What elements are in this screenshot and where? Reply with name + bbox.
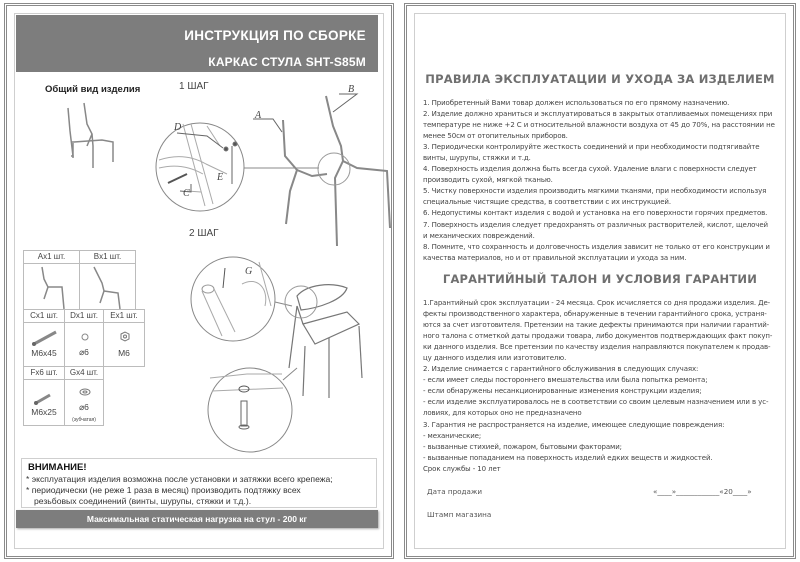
sale-date-field[interactable]: «____»____________«20____» [653, 487, 752, 496]
part-e-header: Ex1 шт. [104, 310, 144, 323]
general-view-chair-icon [68, 103, 113, 168]
care-and-warranty-page [404, 3, 796, 559]
part-d-header: Dx1 шт. [65, 310, 103, 323]
part-d-size: ⌀6 [79, 347, 89, 357]
rules-line: 2. Изделие должно храниться и эксплуатироваться в закрытых отапливаемых помещениях при [423, 110, 773, 119]
rules-line: температуре не ниже +2 С и относительной влажности воздуха от 45 до 70%, на расстоянии не [423, 121, 775, 130]
part-b-cell [79, 250, 136, 310]
warranty-line: - вызванные стихией, пожаром, бытовыми факторами; [423, 442, 622, 451]
part-a-header: Ax1 шт. [24, 251, 79, 264]
step1-label: 1 ШАГ [179, 81, 209, 92]
assembly-instructions-page [4, 3, 394, 559]
part-f-cell [23, 366, 65, 426]
warranty-line: - вызванные попаданием на поверхность изделий едких веществ и жидкостей. [423, 453, 713, 462]
rules-line: качества материалов, но и от правильной эксплуатации и ухода за ним. [423, 253, 687, 262]
warning-line-2: * периодически (не реже 1 раза в месяц) производить подтяжку всех [26, 485, 301, 495]
step2-label: 2 ШАГ [189, 228, 219, 239]
warranty-line: 3. Гарантия не распространяется на изделие, имеющее следующие повреждения: [423, 420, 725, 429]
step1-frame-b-icon [326, 96, 390, 246]
part-e-cell [103, 309, 145, 367]
rules-line: специальные чистящие средства, в соответствии с их инструкцией. [423, 198, 671, 207]
warranty-line: ловиях, для которых оно не предназначено [423, 409, 582, 418]
warranty-line: фекты производственного характера, обнаруженные в течении гарантийного срока, устраня- [423, 310, 767, 319]
store-stamp-label: Штамп магазина [427, 510, 492, 519]
warranty-line: 2. Изделие снимается с гарантийного обслуживания в следующих случаях: [423, 365, 699, 374]
rules-line: 7. Поверхность изделия следует предохранять от различных растворителей, кислот, щелочей [423, 220, 768, 229]
sale-date-label: Дата продажи [427, 487, 483, 496]
rules-line: 3. Периодически контролируйте жесткость соединений и при необходимости подтягивайте [423, 143, 760, 152]
step2-detail-circle-bottom [208, 368, 292, 452]
rules-line: 5. Чистку поверхности изделия производить мягкими тканями, при необходимости используя [423, 187, 767, 196]
callout-g: G [245, 266, 253, 277]
callout-e: E [217, 172, 224, 183]
rules-line: 8. Помните, что сохранность и долговечность изделия зависит не только от его конструкции и [423, 242, 770, 251]
rules-line: винты, шурупы, стяжки и т.д. [423, 154, 531, 163]
callout-a: A [255, 110, 262, 121]
warranty-line: ного талона с отметкой даты продажи товара, либо документов подтверждающих факт покуп- [423, 332, 773, 341]
warranty-line: ются за счет изготовителя. Претензии на такие дефекты принимаются при наличии гарантий- [423, 321, 770, 330]
warranty-line: Срок службы - 10 лет [423, 464, 501, 473]
warranty-line: 1.Гарантийный срок эксплуатации - 24 месяца. Срок исчисляется со дня продажи изделия. Де- [423, 299, 771, 307]
page-title: ИНСТРУКЦИЯ ПО СБОРКЕ [184, 28, 366, 43]
warning-box [21, 458, 377, 508]
part-c-size: M6x45 [31, 348, 57, 358]
rules-line: 6. Недопустимы контакт изделия с водой и установка на его поверхности горячих предметов. [423, 209, 768, 218]
step2-detail-circle-top [191, 257, 275, 341]
rules-title: ПРАВИЛА ЭКСПЛУАТАЦИИ И УХОДА ЗА ИЗДЕЛИЕМ [425, 72, 775, 86]
step1-detail-circle [156, 123, 244, 211]
warranty-line: - если обнаружены несанкционированные изменения конструкции изделия; [423, 387, 702, 396]
part-d-cell [64, 309, 104, 367]
rules-line: менее 50см от отопительных приборов. [423, 132, 568, 141]
part-g-size: ⌀6 [79, 402, 89, 412]
rules-line: 4. Поверхность изделия должна быть всегда сухой. Удаление влаги с поверхности следует [423, 165, 757, 174]
chair-frame-b-icon [80, 263, 137, 309]
part-a-cell [23, 250, 80, 310]
short-bolt-icon [24, 379, 66, 409]
part-e-size: M6 [118, 348, 130, 358]
warning-line-1: * эксплуатация изделия возможна после установки и затяжки всего крепежа; [26, 474, 333, 484]
warning-line-3: резьбовых соединений (винты, шурупы, стяжки и т.д.). [34, 496, 252, 506]
callout-d: D [174, 122, 182, 133]
rules-line: производить сухой, мягкой тканью. [423, 176, 553, 185]
chair-frame-a-icon [24, 263, 81, 309]
warranty-line: ки данного изделия. Все претензии по качеству изделия направляются покупателем к продав- [423, 343, 771, 352]
rules-line: и механических повреждений. [423, 231, 535, 240]
step1-frame-a-icon [283, 120, 327, 224]
warranty-line: цу данного изделия или изготовителю. [423, 354, 567, 363]
callout-b: B [348, 84, 355, 95]
rules-line: 1. Приобретенный Вами товар должен использоваться по его прямому назначению. [423, 99, 730, 107]
warranty-title: ГАРАНТИЙНЫЙ ТАЛОН И УСЛОВИЯ ГАРАНТИИ [442, 272, 758, 286]
part-f-header: Fx6 шт. [24, 367, 64, 380]
part-c-header: Cx1 шт. [24, 310, 64, 323]
warning-title: ВНИМАНИЕ! [28, 462, 87, 473]
part-g-note: (зубчатая) [72, 417, 96, 423]
part-f-size: M6x25 [31, 407, 57, 417]
callout-c: C [183, 188, 190, 199]
warranty-text [423, 298, 785, 475]
part-b-header: Bx1 шт. [80, 251, 135, 264]
general-view-label: Общий вид изделия [45, 84, 141, 95]
warranty-line: - если изделие эксплуатировалось не в соответствии со своим целевым назначением или в ус- [423, 398, 769, 407]
warranty-line: - механические; [423, 431, 482, 440]
product-title: КАРКАС СТУЛА SHT-S85M [208, 55, 366, 69]
max-load-banner: Максимальная статическая нагрузка на стул - 200 кг [16, 510, 378, 528]
warranty-line: - если имеет следы постороннего вмешательства или была попытка ремонта; [423, 376, 708, 385]
step2-chair-icon [289, 285, 362, 398]
rules-text [423, 98, 785, 264]
part-c-cell [23, 309, 65, 367]
part-g-header: Gx4 шт. [65, 367, 103, 380]
part-g-cell [64, 366, 104, 426]
